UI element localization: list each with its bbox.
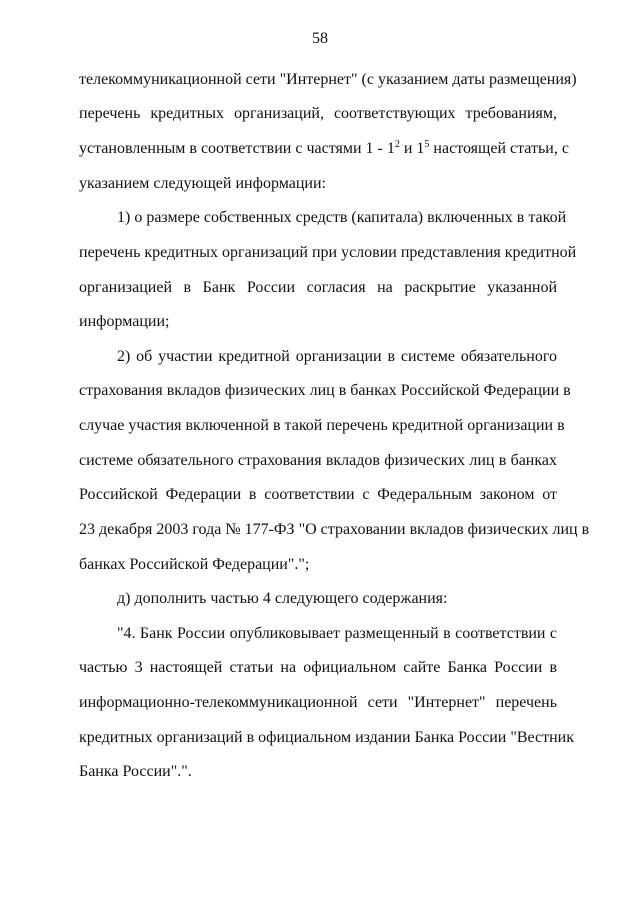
text-line: 23 декабря 2003 года № 177-ФЗ "О страховании вкладов физических лиц в bbox=[79, 521, 590, 538]
text-line: банках Российской Федерации"."; bbox=[79, 556, 310, 573]
text-line: случае участия включенной в такой перечень кредитной организации в bbox=[79, 417, 565, 434]
text-line: перечень кредитных организаций при условии представления кредитной bbox=[79, 244, 577, 261]
text-line-with-superscripts bbox=[79, 139, 569, 159]
text-fragment: и 1 bbox=[399, 140, 425, 157]
text-line: указанием следующей информации: bbox=[79, 175, 326, 192]
text-line: Банка России".". bbox=[79, 763, 192, 780]
text-line: организацией в Банк России согласия на раскрытие указанной bbox=[79, 279, 557, 296]
text-line: 2) об участии кредитной организации в системе обязательного bbox=[117, 348, 557, 365]
text-line: страхования вкладов физических лиц в банках Российской Федерации в bbox=[79, 382, 571, 399]
text-line: системе обязательного страхования вкладов физических лиц в банках bbox=[79, 452, 557, 469]
page-number: 58 bbox=[312, 30, 328, 47]
text-fragment: установленным в соответствии с частями 1 - 1 bbox=[79, 140, 395, 157]
text-line: перечень кредитных организаций, соответствующих требованиям, bbox=[79, 105, 557, 122]
text-line: информационно-телекоммуникационной сети "Интернет" перечень bbox=[79, 694, 557, 711]
text-line: Российской Федерации в соответствии с Федеральным законом от bbox=[79, 486, 557, 503]
text-line: телекоммуникационной сети "Интернет" (с указанием даты размещения) bbox=[79, 71, 577, 88]
text-line: информации; bbox=[79, 313, 170, 330]
superscript: 2 bbox=[394, 139, 400, 150]
text-line: частью 3 настоящей статьи на официальном сайте Банка России в bbox=[79, 659, 557, 676]
text-line: 1) о размере собственных средств (капитала) включенных в такой bbox=[117, 209, 567, 226]
text-line: д) дополнить частью 4 следующего содержания: bbox=[117, 590, 448, 607]
text-line: кредитных организаций в официальном издании Банка России "Вестник bbox=[79, 729, 575, 746]
text-fragment: настоящей статьи, с bbox=[429, 140, 569, 157]
text-line: "4. Банк России опубликовывает размещенный в соответствии с bbox=[117, 625, 557, 642]
superscript: 5 bbox=[424, 139, 430, 150]
